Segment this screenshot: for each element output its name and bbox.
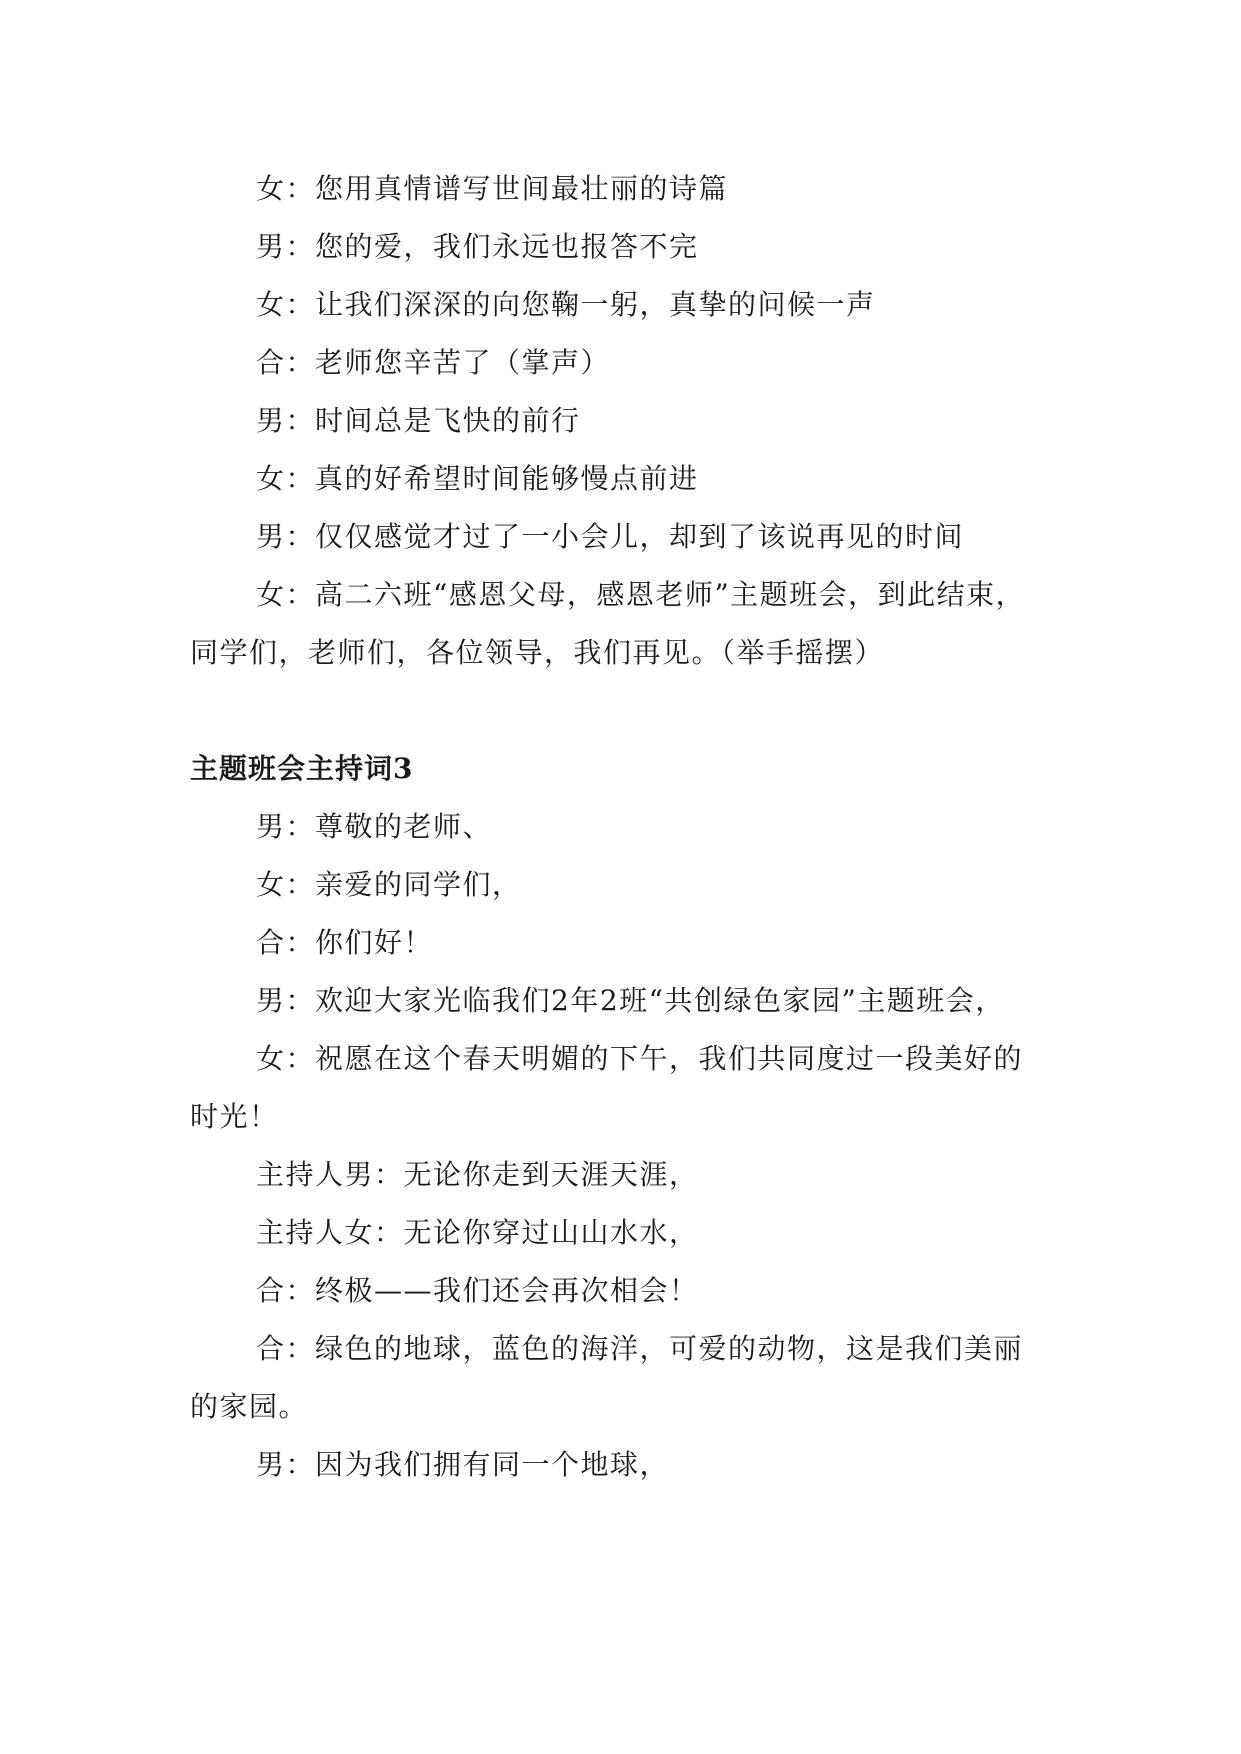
dialogue-line: 女：亲爱的同学们， <box>256 868 522 901</box>
dialogue-line: 女：真的好希望时间能够慢点前进 <box>256 462 699 495</box>
dialogue-line: 男：欢迎大家光临我们2年2班“共创绿色家园”主题班会， <box>256 984 1005 1017</box>
dialogue-line: 女：您用真情谱写世间最壮丽的诗篇 <box>256 172 729 205</box>
dialogue-line: 合：绿色的地球，蓝色的海洋，可爱的动物，这是我们美丽的家园。 <box>190 1332 1024 1423</box>
dialogue-line: 合：老师您辛苦了（掌声） <box>256 346 611 379</box>
dialogue-line: 男：您的爱，我们永远也报答不完 <box>256 230 699 263</box>
dialogue-line: 女：让我们深深的向您鞠一躬，真挚的问候一声 <box>256 288 876 321</box>
dialogue-line: 男：仅仅感觉才过了一小会儿，却到了该说再见的时间 <box>256 520 965 553</box>
dialogue-line: 合：你们好！ <box>256 926 434 959</box>
dialogue-line: 主持人女：无论你穿过山山水水， <box>256 1216 699 1249</box>
dialogue-line: 男：时间总是飞快的前行 <box>256 404 581 437</box>
dialogue-line: 女：高二六班“感恩父母，感恩老师”主题班会，到此结束，同学们，老师们，各位领导，我们再见。（举手摇摆） <box>190 578 1026 669</box>
dialogue-line: 合：终极——我们还会再次相会！ <box>256 1274 699 1307</box>
dialogue-line: 男：因为我们拥有同一个地球， <box>256 1448 670 1481</box>
dialogue-line: 女：祝愿在这个春天明媚的下午，我们共同度过一段美好的时光！ <box>190 1042 1024 1133</box>
dialogue-line: 主持人男：无论你走到天涯天涯， <box>256 1158 699 1191</box>
document-body <box>190 160 1050 1494</box>
section-heading: 主题班会主持词3 <box>190 752 414 785</box>
dialogue-line: 男：尊敬的老师、 <box>256 810 493 843</box>
